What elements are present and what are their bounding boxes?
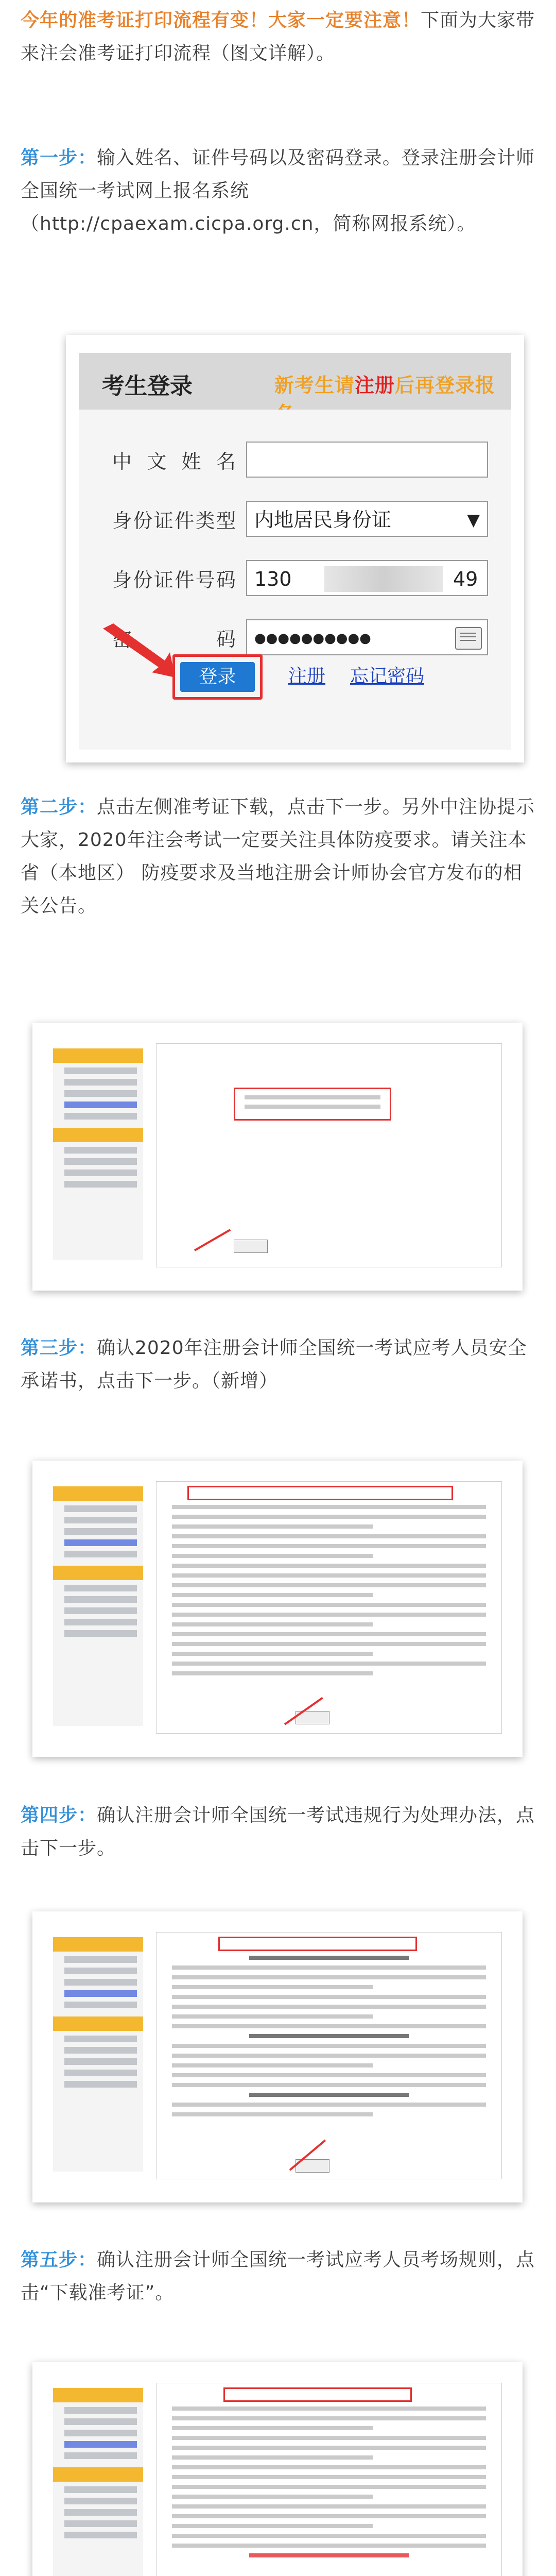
step-4-label: 第四步： — [21, 1805, 97, 1826]
next-button[interactable] — [234, 1240, 268, 1253]
sidebar-menu — [53, 1486, 143, 1726]
name-input[interactable] — [246, 442, 488, 478]
login-form — [79, 410, 511, 750]
intro-text: 下面为大家带来注会准考证打印流程（图文详解）。 — [21, 10, 535, 64]
step-2-label: 第二步： — [21, 796, 97, 818]
id-number-input[interactable]: 130 49 — [246, 560, 488, 596]
password-input[interactable]: ●●●●●●●●●● — [246, 619, 488, 655]
step-5-screenshot — [32, 2362, 523, 2576]
password-label: 密码 — [112, 628, 236, 651]
step-5-paragraph — [21, 2244, 535, 2310]
login-title: 考生登录 — [102, 373, 193, 399]
login-header — [79, 353, 511, 410]
step-2-screenshot — [32, 1023, 523, 1291]
step-2-paragraph — [21, 791, 535, 923]
sidebar-menu — [53, 2388, 143, 2576]
login-button[interactable]: 登录 — [180, 662, 255, 692]
arrow-icon — [103, 623, 175, 680]
intro-highlight: 今年的准考证打印流程有变！大家一定要注意！ — [21, 10, 421, 31]
title-highlight — [218, 1937, 417, 1951]
chevron-down-icon: ▼ — [467, 510, 480, 530]
step-1-paragraph — [21, 142, 535, 241]
content-panel — [156, 1932, 502, 2179]
step-3-label: 第三步： — [21, 1337, 97, 1359]
name-label: 中文姓名 — [112, 450, 236, 473]
step-1-label: 第一步： — [21, 147, 97, 168]
id-type-select[interactable]: 内地居民身份证 ▼ — [246, 501, 488, 537]
content-panel — [156, 1043, 502, 1267]
step-4-text: 确认注册会计师全国统一考试违规行为处理办法，点击下一步。 — [21, 1805, 535, 1859]
step-3-screenshot — [32, 1461, 523, 1757]
login-subtitle: 新考生请注册后再登录报 — [274, 374, 496, 397]
title-highlight — [223, 2387, 412, 2402]
notice-highlight — [234, 1088, 391, 1121]
step-1-text: 输入姓名、证件号码以及密码登录。登录注册会计师全国统一考试网上报名系统（http://cpaexam.cicpa.org.cn，简称网报系统）。 — [21, 147, 535, 234]
sidebar-menu — [53, 1937, 143, 2172]
step-5-label: 第五步： — [21, 2249, 97, 2270]
step-3-text: 确认2020年注册会计师全国统一考试应考人员安全承诺书，点击下一步。（新增） — [21, 1337, 527, 1392]
forgot-password-link[interactable]: 忘记密码 — [350, 666, 425, 687]
content-panel — [156, 2383, 502, 2576]
step-4-screenshot — [32, 1911, 523, 2202]
login-screenshot — [66, 335, 524, 762]
id-type-label: 身份证件类型 — [112, 510, 236, 532]
step-4-paragraph — [21, 1799, 535, 1865]
keyboard-icon[interactable] — [455, 627, 482, 650]
content-panel — [156, 1481, 502, 1734]
id-number-label: 身份证件号码 — [112, 569, 236, 591]
sidebar-menu — [53, 1048, 143, 1260]
title-highlight — [187, 1486, 453, 1500]
step-3-paragraph — [21, 1332, 535, 1398]
step-2-text: 点击左侧准考证下载，点击下一步。另外中注协提示大家，2020年注会考试一定要关注具体防疫要求。请关注本省（本地区） 防疫要求及当地注册会计师协会官方发布的相关公告。 — [21, 796, 535, 917]
register-link[interactable]: 注册 — [288, 666, 326, 687]
redaction-blur — [324, 566, 443, 592]
login-button-highlight — [172, 654, 263, 700]
intro-paragraph — [21, 4, 535, 70]
step-5-text: 确认注册会计师全国统一考试应考人员考场规则，点击“下载准考证”。 — [21, 2249, 535, 2303]
